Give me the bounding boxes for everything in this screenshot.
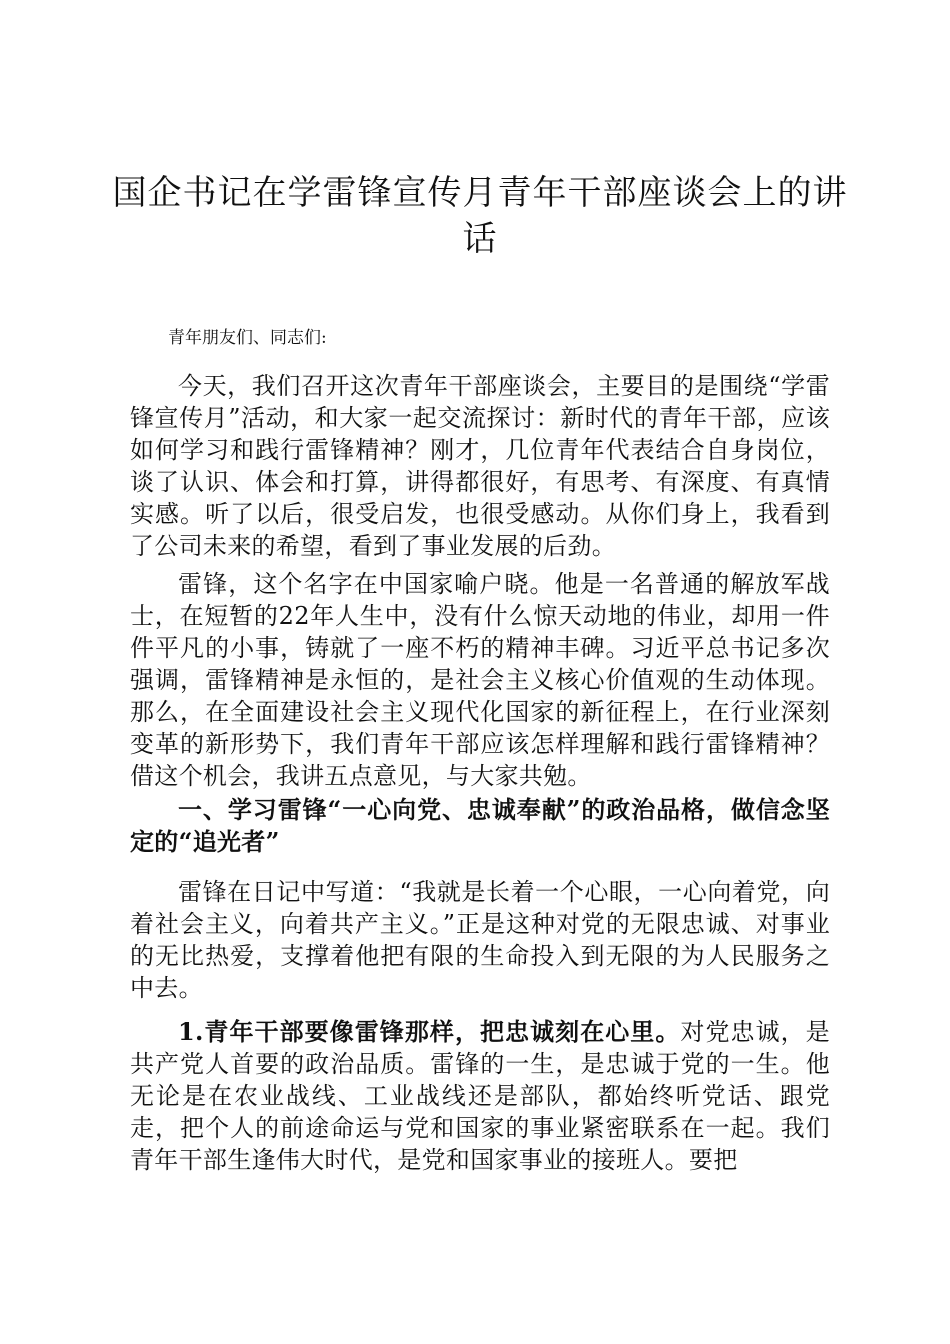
section-heading-1: 一、学习雷锋“一心向党、忠诚奉献”的政治品格，做信念坚定的“追光者” (130, 795, 830, 856)
point-paragraph-1 (130, 1016, 830, 1176)
point-lead: 1.青年干部要像雷锋那样，把忠诚刻在心里。 (178, 1017, 681, 1046)
salutation: 青年朋友们、同志们: (168, 328, 327, 348)
body-paragraph-2: 雷锋，这个名字在中国家喻户晓。他是一名普通的解放军战士，在短暂的22年人生中，没有什么惊天动地的伟业，却用一件件平凡的小事，铸就了一座不朽的精神丰碑。习近平总书记多次强调，雷锋精神是永恒的，是社会主义核心价值观的生动体现。那么，在全面建设社会主义现代化国家的新征程上，在行业深刻变革的新形势下，我们青年干部应该怎样理解和践行雷锋精神？借这个机会，我讲五点意见，与大家共勉。 (130, 570, 830, 790)
document-title: 国企书记在学雷锋宣传月青年干部座谈会上的讲话 (112, 173, 848, 259)
section-paragraph-1: 雷锋在日记中写道：“我就是长着一个心眼，一心向着党，向着社会主义，向着共产主义。”正是这种对党的无限忠诚、对事业的无比热爱，支撑着他把有限的生命投入到无限的为人民服务之中去。 (130, 878, 830, 1002)
body-paragraph-1: 今天，我们召开这次青年干部座谈会，主要目的是围绕“学雷锋宣传月”活动，和大家一起交流探讨：新时代的青年干部，应该如何学习和践行雷锋精神？刚才，几位青年代表结合自身岗位，谈了认识、体会和打算，讲得都很好，有思考、有深度、有真情实感。听了以后，很受启发，也很受感动。从你们身上，我看到了公司未来的希望，看到了事业发展的后劲。 (130, 372, 830, 560)
point-body: 对党忠诚，是共产党人首要的政治品质。雷锋的一生，是忠诚于党的一生。他无论是在农业战线、工业战线还是部队，都始终听党话、跟党走，把个人的前途命运与党和国家的事业紧密联系在一起。我们青年干部生逢伟大时代，是党和国家事业的接班人。要把 (130, 1018, 830, 1174)
